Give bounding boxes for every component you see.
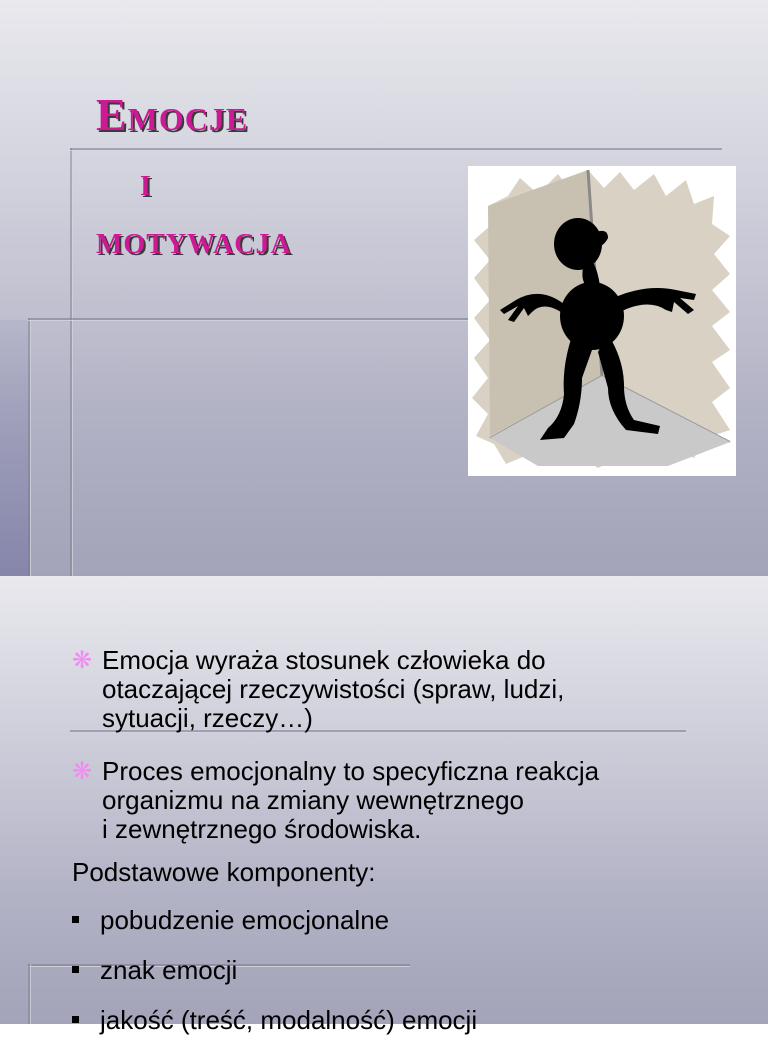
bullet-emotional-process: [72, 757, 712, 844]
bullet-text-line: otaczającej rzeczywistości (spraw, ludzi,: [102, 674, 565, 704]
decorative-band: [0, 320, 30, 576]
components-list: [72, 905, 477, 1055]
component-label: pobudzenie emocjonalne: [100, 905, 390, 935]
square-bullet-icon: [72, 916, 79, 923]
component-item: [72, 905, 477, 935]
square-bullet-icon: [72, 1016, 79, 1023]
slide-title-line-3: motywacja: [96, 217, 292, 262]
bullet-text-line: Proces emocjonalny to specyficzna reakcja: [102, 756, 600, 786]
asterisk-bullet-icon: ❋: [72, 647, 93, 674]
decorative-horizontal-line: [70, 148, 722, 151]
bullet-text-line: organizmu na zmiany wewnętrznego: [102, 785, 524, 815]
component-label: znak emocji: [100, 955, 238, 985]
decorative-vertical-line: [28, 318, 31, 576]
definition-bullet-list: [72, 646, 712, 868]
bullet-text-line: i zewnętrznego środowiska.: [102, 814, 422, 844]
shadow-figure-illustration: [468, 166, 736, 476]
component-label: jakość (treść, modalność) emocji: [100, 1005, 478, 1035]
slide-title-line-2: i: [140, 159, 152, 204]
decorative-vertical-line: [70, 148, 73, 576]
decorative-vertical-line: [28, 964, 31, 1024]
component-item: [72, 955, 477, 985]
square-bullet-icon: [72, 966, 79, 973]
slide-title-line-1: Emocje: [96, 89, 249, 140]
shadow-figure-icon: [468, 166, 736, 476]
components-heading: Podstawowe komponenty:: [72, 857, 376, 887]
bullet-text-line: Emocja wyraża stosunek człowieka do: [102, 645, 546, 675]
asterisk-bullet-icon: ❋: [72, 758, 93, 785]
bullet-text-line: sytuacji, rzeczy…): [102, 703, 313, 733]
decorative-horizontal-line: [28, 318, 468, 321]
component-item: [72, 1005, 477, 1035]
bullet-emotion-definition: [72, 646, 712, 733]
